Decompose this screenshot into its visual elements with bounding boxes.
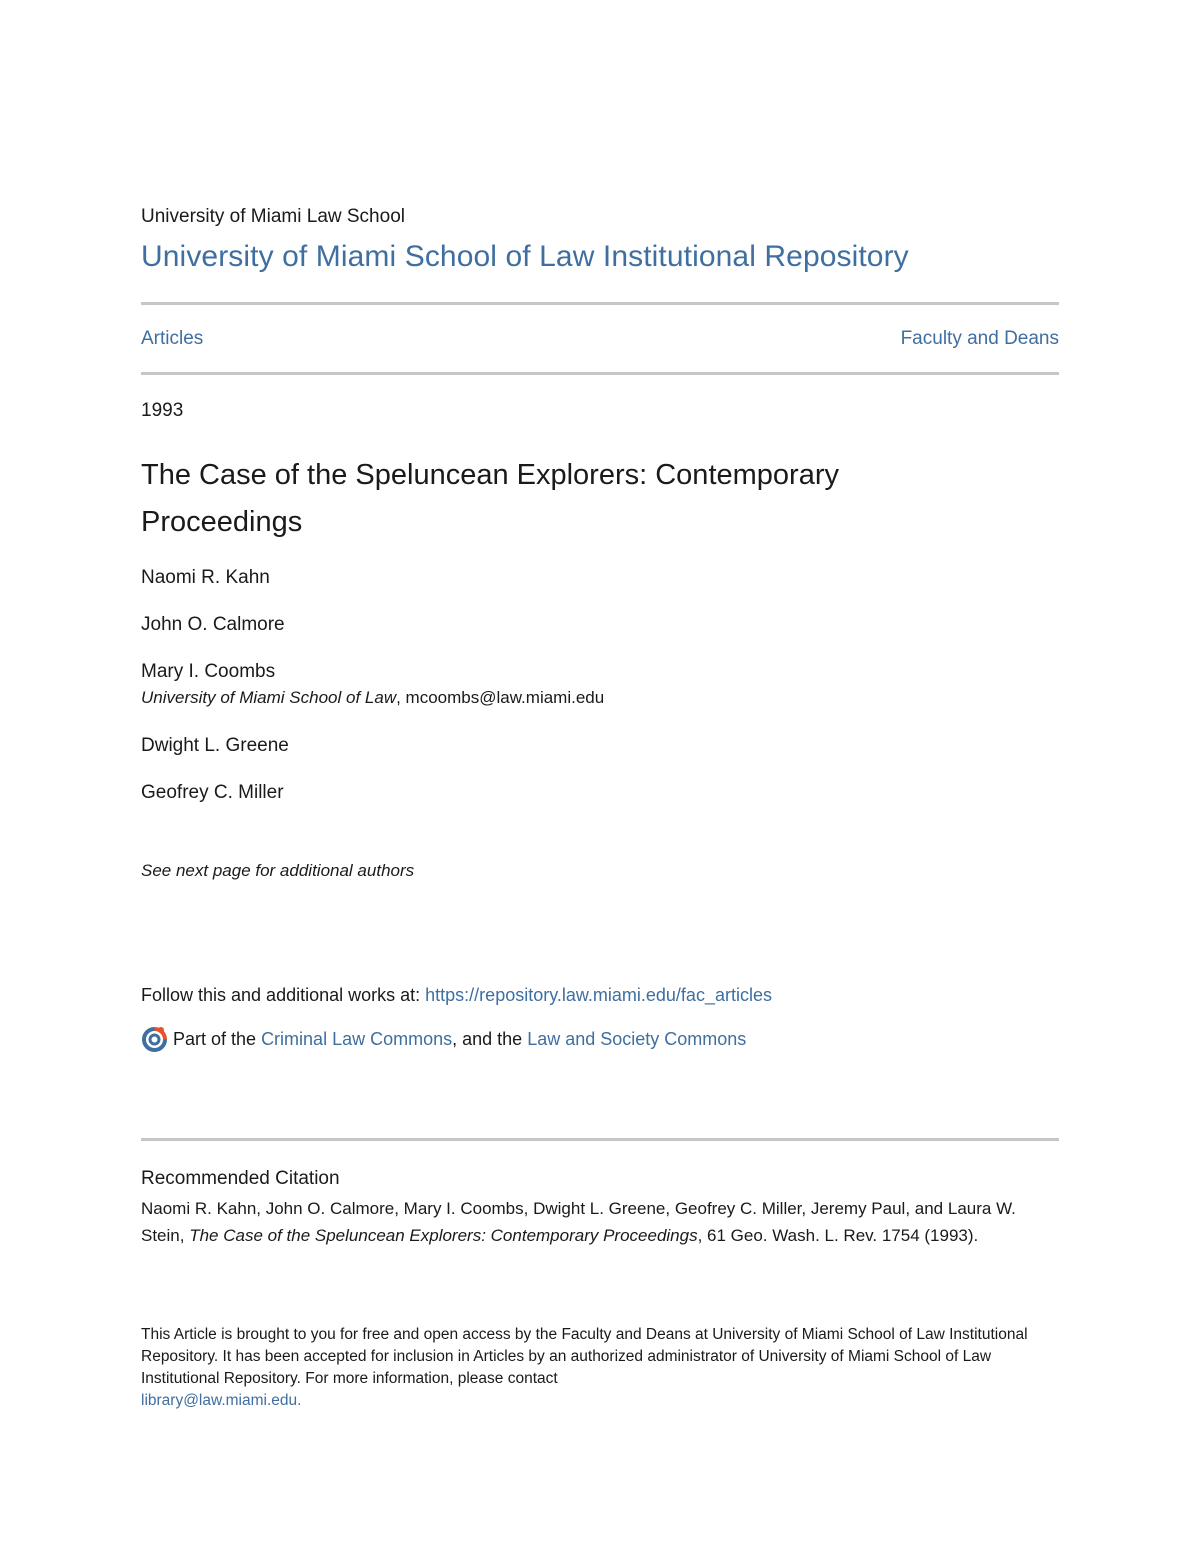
citation-authors: Naomi R. Kahn, John O. Calmore, Mary I. Coombs, Dwight L. Greene, Geofrey C. Miller, Jeremy Paul, and Laura W. Stein,	[141, 1199, 1016, 1245]
criminal-law-commons-link[interactable]: Criminal Law Commons	[261, 1029, 453, 1049]
commons-network-icon	[141, 1026, 168, 1053]
author-email: mcoombs@law.miami.edu	[405, 688, 605, 707]
author-name: John O. Calmore	[141, 614, 285, 635]
notice-text: This Article is brought to you for free and open access by the Faculty and Deans at University of Miami School of Law Institutional Repository. It has been accepted for inclusion in Articles by an authorized administrator of University of Miami School of Law Institutional Repository. For more information, please contact	[141, 1326, 1028, 1387]
access-notice	[141, 1324, 1041, 1412]
law-and-society-commons-link[interactable]: Law and Society Commons	[527, 1029, 747, 1049]
author-name: Mary I. Coombs	[141, 661, 276, 682]
follow-label: Follow this and additional works at:	[141, 985, 426, 1005]
faculty-and-deans-link[interactable]: Faculty and Deans	[900, 328, 1059, 349]
collection-url-link[interactable]: https://repository.law.miami.edu/fac_articles	[425, 985, 772, 1005]
institution-name: University of Miami Law School	[141, 206, 405, 227]
nav-divider	[141, 372, 1059, 375]
recommended-citation-heading: Recommended Citation	[141, 1168, 340, 1189]
part-of-middle: , and the	[452, 1029, 528, 1049]
author-affiliation	[141, 688, 604, 708]
library-email-link[interactable]: library@law.miami.edu.	[141, 1392, 302, 1409]
citation-divider	[141, 1138, 1059, 1141]
affiliation-name: University of Miami School of Law	[141, 688, 397, 707]
follow-line	[141, 985, 772, 1006]
part-of-line	[141, 1026, 746, 1053]
cover-page	[141, 0, 1059, 1553]
recommended-citation-text	[141, 1196, 1059, 1249]
citation-source: , 61 Geo. Wash. L. Rev. 1754 (1993).	[697, 1225, 979, 1245]
citation-title: The Case of the Speluncean Explorers: Contemporary Proceedings	[189, 1225, 698, 1245]
publication-year: 1993	[141, 400, 184, 421]
repository-title-link[interactable]: University of Miami School of Law Institutional Repository	[141, 240, 909, 273]
part-of-prefix: Part of the	[173, 1029, 262, 1049]
author-name: Dwight L. Greene	[141, 735, 289, 756]
article-title: The Case of the Speluncean Explorers: Contemporary Proceedings	[141, 459, 839, 538]
author-name: Naomi R. Kahn	[141, 567, 270, 588]
author-name: Geofrey C. Miller	[141, 782, 284, 803]
top-divider	[141, 302, 1059, 305]
affiliation-separator: ,	[396, 688, 406, 707]
articles-link[interactable]: Articles	[141, 328, 204, 349]
see-next-page-note: See next page for additional authors	[141, 861, 415, 880]
